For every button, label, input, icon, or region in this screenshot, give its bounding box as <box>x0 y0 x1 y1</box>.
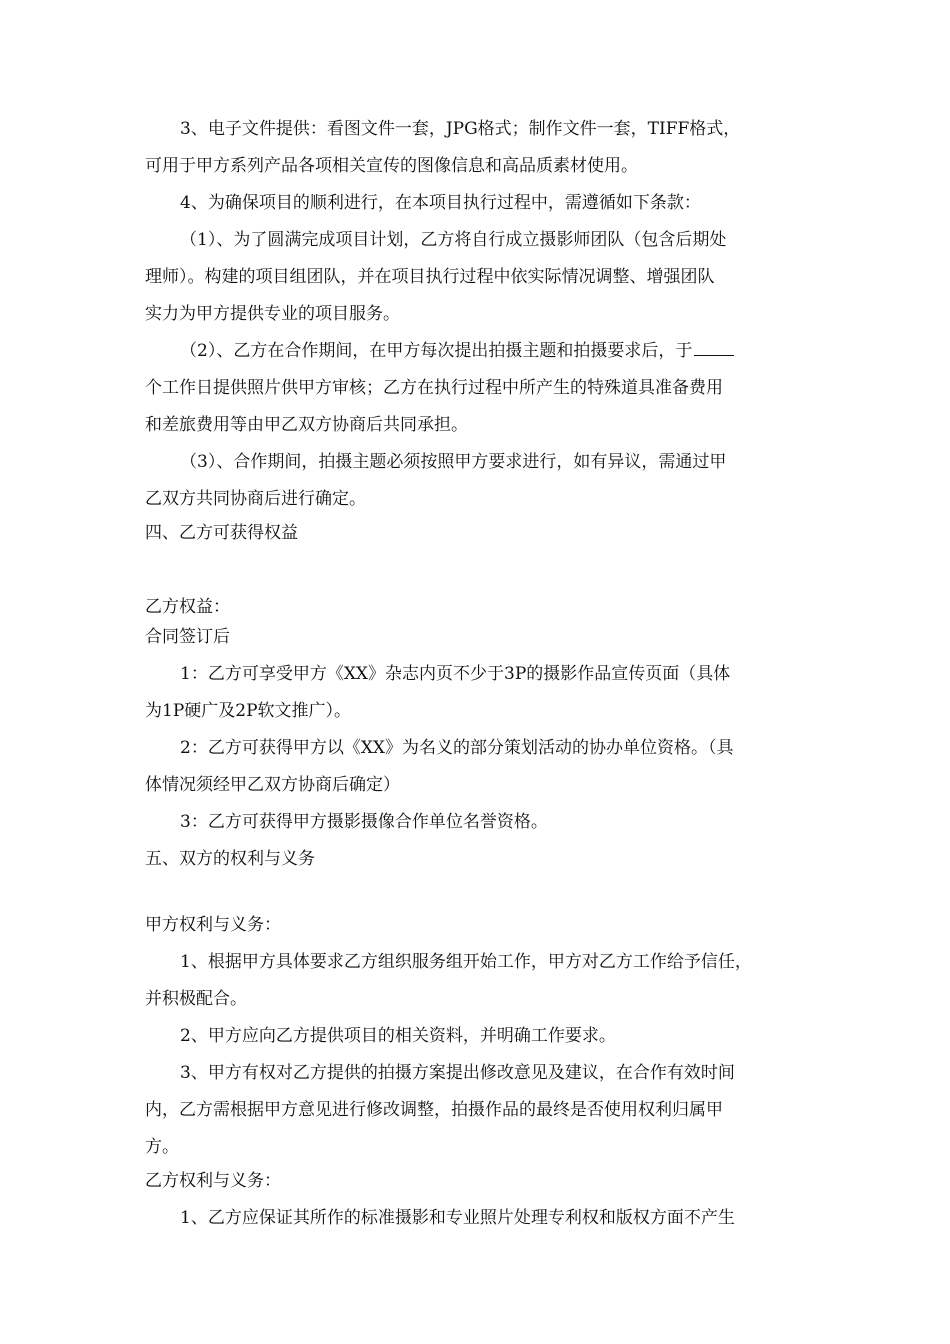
text-line: 1：乙方可享受甲方《XX》杂志内页不少于3P的摄影作品宣传页面（具体 <box>180 664 731 684</box>
subheading: 甲方权利与义务： <box>145 915 281 935</box>
text-segment: （2）、乙方在合作期间，在甲方每次提出拍摄主题和拍摄要求后，于 <box>180 341 693 361</box>
section-heading: 五、双方的权利与义务 <box>145 849 315 869</box>
subheading: 乙方权益： <box>145 597 230 617</box>
text-line: 4、为确保项目的顺利进行，在本项目执行过程中，需遵循如下条款： <box>180 193 701 213</box>
text-line: 和差旅费用等由甲乙双方协商后共同承担。 <box>145 415 468 435</box>
text-line: 可用于甲方系列产品各项相关宣传的图像信息和高品质素材使用。 <box>145 156 638 176</box>
section-heading: 四、乙方可获得权益 <box>145 523 298 543</box>
text-line-with-blank <box>180 340 734 362</box>
text-line: 2、甲方应向乙方提供项目的相关资料，并明确工作要求。 <box>180 1026 616 1046</box>
text-line: （3）、合作期间，拍摄主题必须按照甲方要求进行，如有异议，需通过甲 <box>180 452 727 472</box>
fill-in-blank <box>694 340 734 356</box>
text-line: 个工作日提供照片供甲方审核；乙方在执行过程中所产生的特殊道具准备费用 <box>145 378 723 398</box>
text-line: 并积极配合。 <box>145 989 247 1009</box>
text-line: 3：乙方可获得甲方摄影摄像合作单位名誉资格。 <box>180 812 548 832</box>
text-line: 合同签订后 <box>145 627 230 647</box>
text-line: 内，乙方需根据甲方意见进行修改调整，拍摄作品的最终是否使用权利归属甲 <box>145 1100 723 1120</box>
text-line: 方。 <box>145 1137 179 1157</box>
text-line: 体情况须经甲乙双方协商后确定） <box>145 775 400 795</box>
text-line: 2：乙方可获得甲方以《XX》为名义的部分策划活动的协办单位资格。（具 <box>180 738 734 758</box>
text-line: 3、甲方有权对乙方提供的拍摄方案提出修改意见及建议，在合作有效时间 <box>180 1063 735 1083</box>
text-line: （1）、为了圆满完成项目计划，乙方将自行成立摄影师团队（包含后期处 <box>180 230 727 250</box>
text-line: 乙双方共同协商后进行确定。 <box>145 489 366 509</box>
text-line: 为1P硬广及2P软文推广）。 <box>145 701 352 721</box>
text-line: 实力为甲方提供专业的项目服务。 <box>145 304 400 324</box>
text-line: 3、电子文件提供：看图文件一套，JPG格式；制作文件一套，TIFF格式， <box>180 119 741 139</box>
subheading: 乙方权利与义务： <box>145 1171 281 1191</box>
text-line: 1、乙方应保证其所作的标准摄影和专业照片处理专利权和版权方面不产生 <box>180 1208 735 1228</box>
text-line: 理师）。构建的项目组团队，并在项目执行过程中依实际情况调整、增强团队 <box>145 267 715 287</box>
text-line: 1、根据甲方具体要求乙方组织服务组开始工作，甲方对乙方工作给予信任， <box>180 952 752 972</box>
